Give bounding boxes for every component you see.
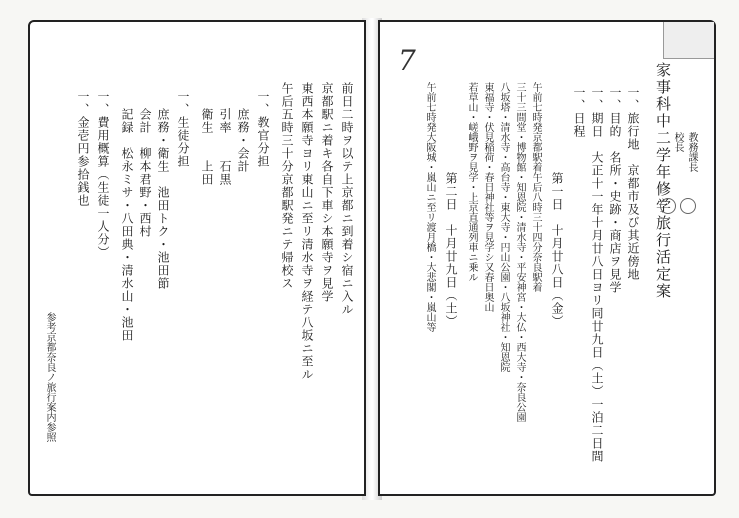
- text-line: 庶務・会計: [236, 108, 250, 173]
- text-line: 八坂塔・清水寺・高台寺・東大寺・円山公園・八坂神社・知恩院: [498, 82, 509, 372]
- text-line: 午前七時発京都駅着午后八時三十四分奈良駅着: [530, 82, 541, 292]
- text-line: 三十三間堂・博物館・知恩院・清水寺・平安神宮・大仏・西大寺・奈良公園: [514, 82, 525, 422]
- text-line: 庶務・衛生 池田トク・池田節: [156, 108, 170, 290]
- text-line: 一、期日 大正十一年十月廿八日ヨリ同廿九日（土）一泊二日間: [590, 86, 604, 463]
- text-line: 午后五時三十分京都駅発ニテ帰校ス: [280, 82, 294, 290]
- text-line: 一、生徒分担: [176, 90, 190, 168]
- torn-corner: [663, 22, 714, 59]
- document-title: 家事科中二学年修学旅行活定案: [654, 62, 672, 300]
- text-line: 一、旅行地 京都市及び其近傍地: [626, 86, 640, 281]
- right-page: [378, 20, 716, 496]
- text-line: 東西本願寺ヨリ東山ニ至リ清水寺ヲ経テ八坂ニ至ル: [300, 82, 314, 381]
- cost-total: 一、金壱円参拾銭也: [76, 90, 90, 207]
- seal-stamp: [680, 198, 696, 214]
- left-page: [28, 20, 366, 496]
- text-line: 若草山・嵯峨野ヲ見学・上京直通列車ニ乗ル: [466, 82, 477, 282]
- text-line: 一、目的 名所・史跡・商店ヲ見学: [608, 86, 622, 294]
- text-line: 会計 柳本君野・西村: [138, 108, 152, 238]
- side-label: 教務課長: [686, 132, 697, 172]
- text-line: 記録 松永ミサ・八田典・清水山・池田: [120, 108, 134, 342]
- text-line: 一、日程: [572, 86, 586, 138]
- text-line: 京都駅ニ着キ各自下車シ本願寺ヲ見学: [320, 82, 334, 303]
- text-line: 東福寺・伏見稲荷・春日神社等ヲ見学シ又春日奥山: [482, 82, 493, 312]
- text-line: 一、教官分担: [256, 90, 270, 168]
- cost-title: 一、費用概算（生徒一人分）: [96, 90, 110, 259]
- text-line: 第二日 十月廿九日（土）: [444, 172, 458, 328]
- text-line: 引率 石黒: [218, 108, 232, 186]
- text-line: 衛生 上田: [200, 108, 214, 186]
- text-line: 前日二時ヲ以テ上京都ニ到着シ宿ニ入ル: [340, 82, 354, 316]
- page-number: 7: [398, 44, 416, 77]
- seal-stamp: [660, 198, 676, 214]
- text-line: 午前七時発大阪城・嵐山ニ至リ渡月橋・大悲閣・嵐山等: [424, 82, 435, 332]
- footer-note: 参考京都奈良ノ旅行案内参照: [44, 312, 55, 442]
- text-line: 第一日 十月廿八日（金）: [550, 172, 564, 328]
- side-label: 校長: [672, 132, 683, 152]
